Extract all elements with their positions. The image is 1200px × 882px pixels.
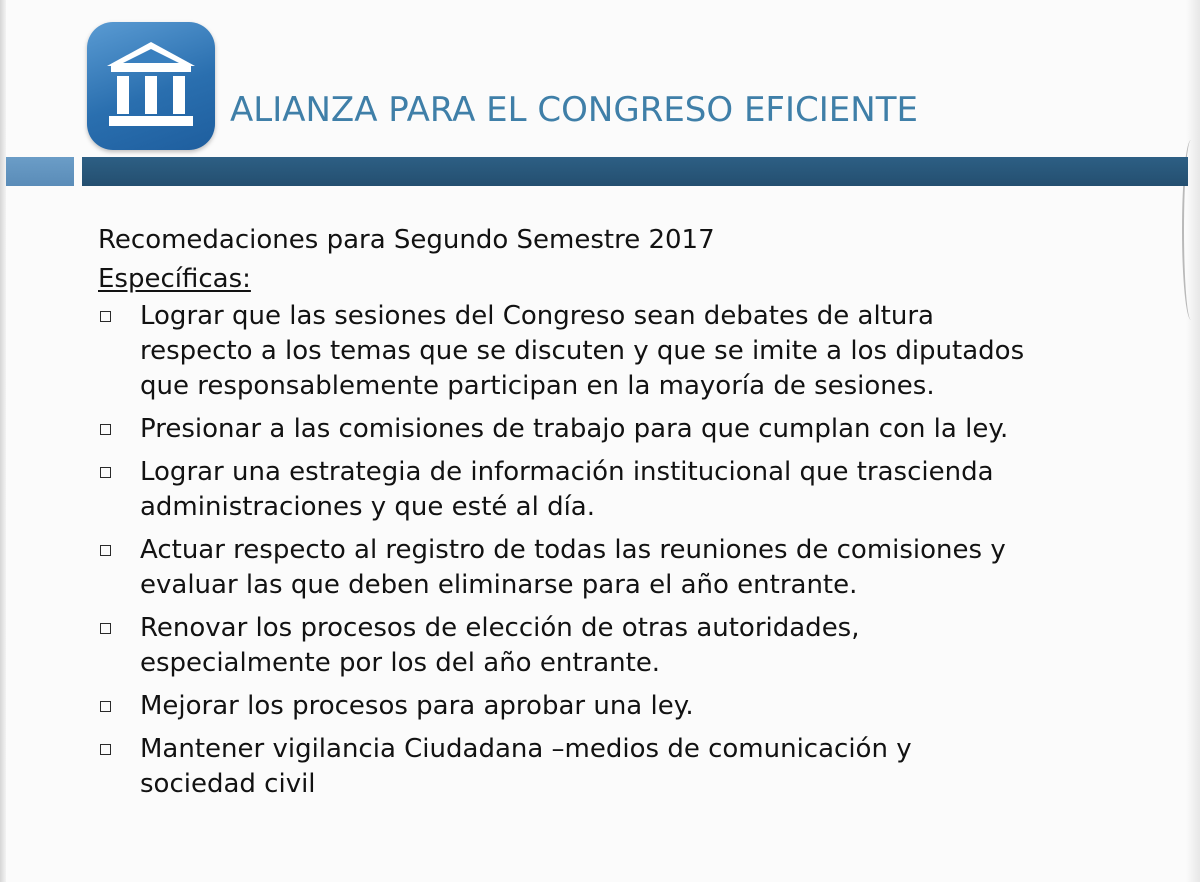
checkbox-square-icon	[100, 744, 111, 755]
list-item-text: Lograr una estrategia de información institucional que trascienda administraciones y que esté al día.	[140, 457, 994, 522]
list-item	[98, 732, 1138, 802]
government-building-icon	[87, 22, 215, 150]
list-item-text: Lograr que las sesiones del Congreso sean debates de altura respecto a los temas que se discuten y que se imite a los diputados que responsablemente participan en la mayoría de sesiones.	[140, 301, 1025, 401]
list-item	[98, 611, 1138, 681]
checkbox-square-icon	[100, 701, 111, 712]
list-item-text: Renovar los procesos de elección de otras autoridades, especialmente por los del año entrante.	[140, 613, 860, 678]
list-item-text: Mejorar los procesos para aprobar una ley.	[140, 691, 694, 721]
list-item-text: Mantener vigilancia Ciudadana –medios de comunicación y sociedad civil	[140, 734, 912, 799]
checkbox-square-icon	[100, 424, 111, 435]
list-item-text: Presionar a las comisiones de trabajo para que cumplan con la ley.	[140, 414, 1009, 444]
section-heading: Recomedaciones para Segundo Semestre 2017	[98, 225, 715, 255]
list-item	[98, 299, 1138, 404]
recommendation-list	[98, 299, 1138, 802]
checkbox-square-icon	[100, 467, 111, 478]
checkbox-square-icon	[100, 623, 111, 634]
list-item	[98, 533, 1138, 603]
slide-body	[98, 222, 1138, 810]
checkbox-square-icon	[100, 311, 111, 322]
header-accent-bar	[6, 157, 74, 186]
list-item	[98, 455, 1138, 525]
page-left-edge	[0, 0, 6, 882]
list-item	[98, 689, 1138, 724]
checkbox-square-icon	[100, 545, 111, 556]
list-item-text: Actuar respecto al registro de todas las reuniones de comisiones y evaluar las que deben eliminarse para el año entrante.	[140, 535, 1006, 600]
list-item	[98, 412, 1138, 447]
page-right-edge	[1186, 0, 1200, 882]
section-subheading: Específicas:	[98, 264, 251, 294]
header-bar	[82, 157, 1188, 186]
slide-title: ALIANZA PARA EL CONGRESO EFICIENTE	[230, 90, 918, 130]
